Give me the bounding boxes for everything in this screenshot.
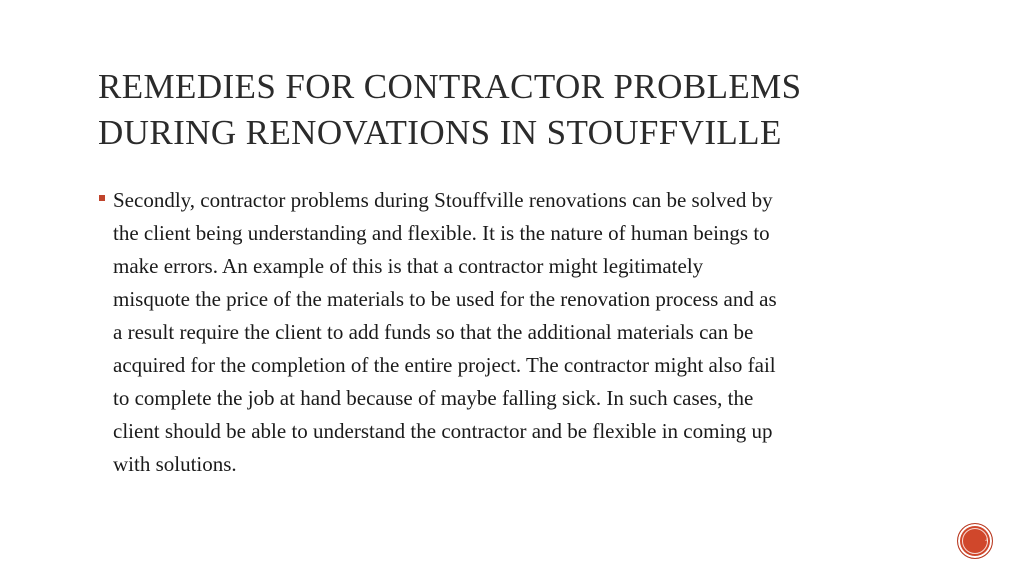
- bullet-line-7: to complete the job at hand because of maybe falling sick. In such cases, the: [113, 386, 754, 410]
- slide-title-line-1: REMEDIES FOR CONTRACTOR PROBLEMS: [98, 67, 802, 106]
- bullet-line-8: client should be able to understand the contractor and be flexible in coming up: [113, 419, 773, 443]
- bullet-line-1: Secondly, contractor problems during Stouffville renovations can be solved by: [113, 188, 773, 212]
- bullet-line-2: the client being understanding and flexible. It is the nature of human beings to: [113, 221, 770, 245]
- bullet-line-6: acquired for the completion of the entire project. The contractor might also fail: [113, 353, 776, 377]
- slide-title: [98, 64, 958, 156]
- slide-number-ring-icon: [962, 528, 988, 554]
- bullet-line-9: with solutions.: [113, 452, 237, 476]
- slide-number-badge: [957, 523, 993, 559]
- square-bullet-icon: [99, 195, 105, 201]
- slide-title-line-2: DURING RENOVATIONS IN STOUFFVILLE: [98, 113, 782, 152]
- bullet-line-4: misquote the price of the materials to be used for the renovation process and as: [113, 287, 777, 311]
- bullet-text: [113, 184, 929, 481]
- bullet-item: [99, 184, 929, 481]
- bullet-line-5: a result require the client to add funds so that the additional materials can be: [113, 320, 754, 344]
- bullet-line-3: make errors. An example of this is that a contractor might legitimately: [113, 254, 704, 278]
- slide-number: 4: [985, 538, 988, 544]
- slide-body: [99, 184, 929, 481]
